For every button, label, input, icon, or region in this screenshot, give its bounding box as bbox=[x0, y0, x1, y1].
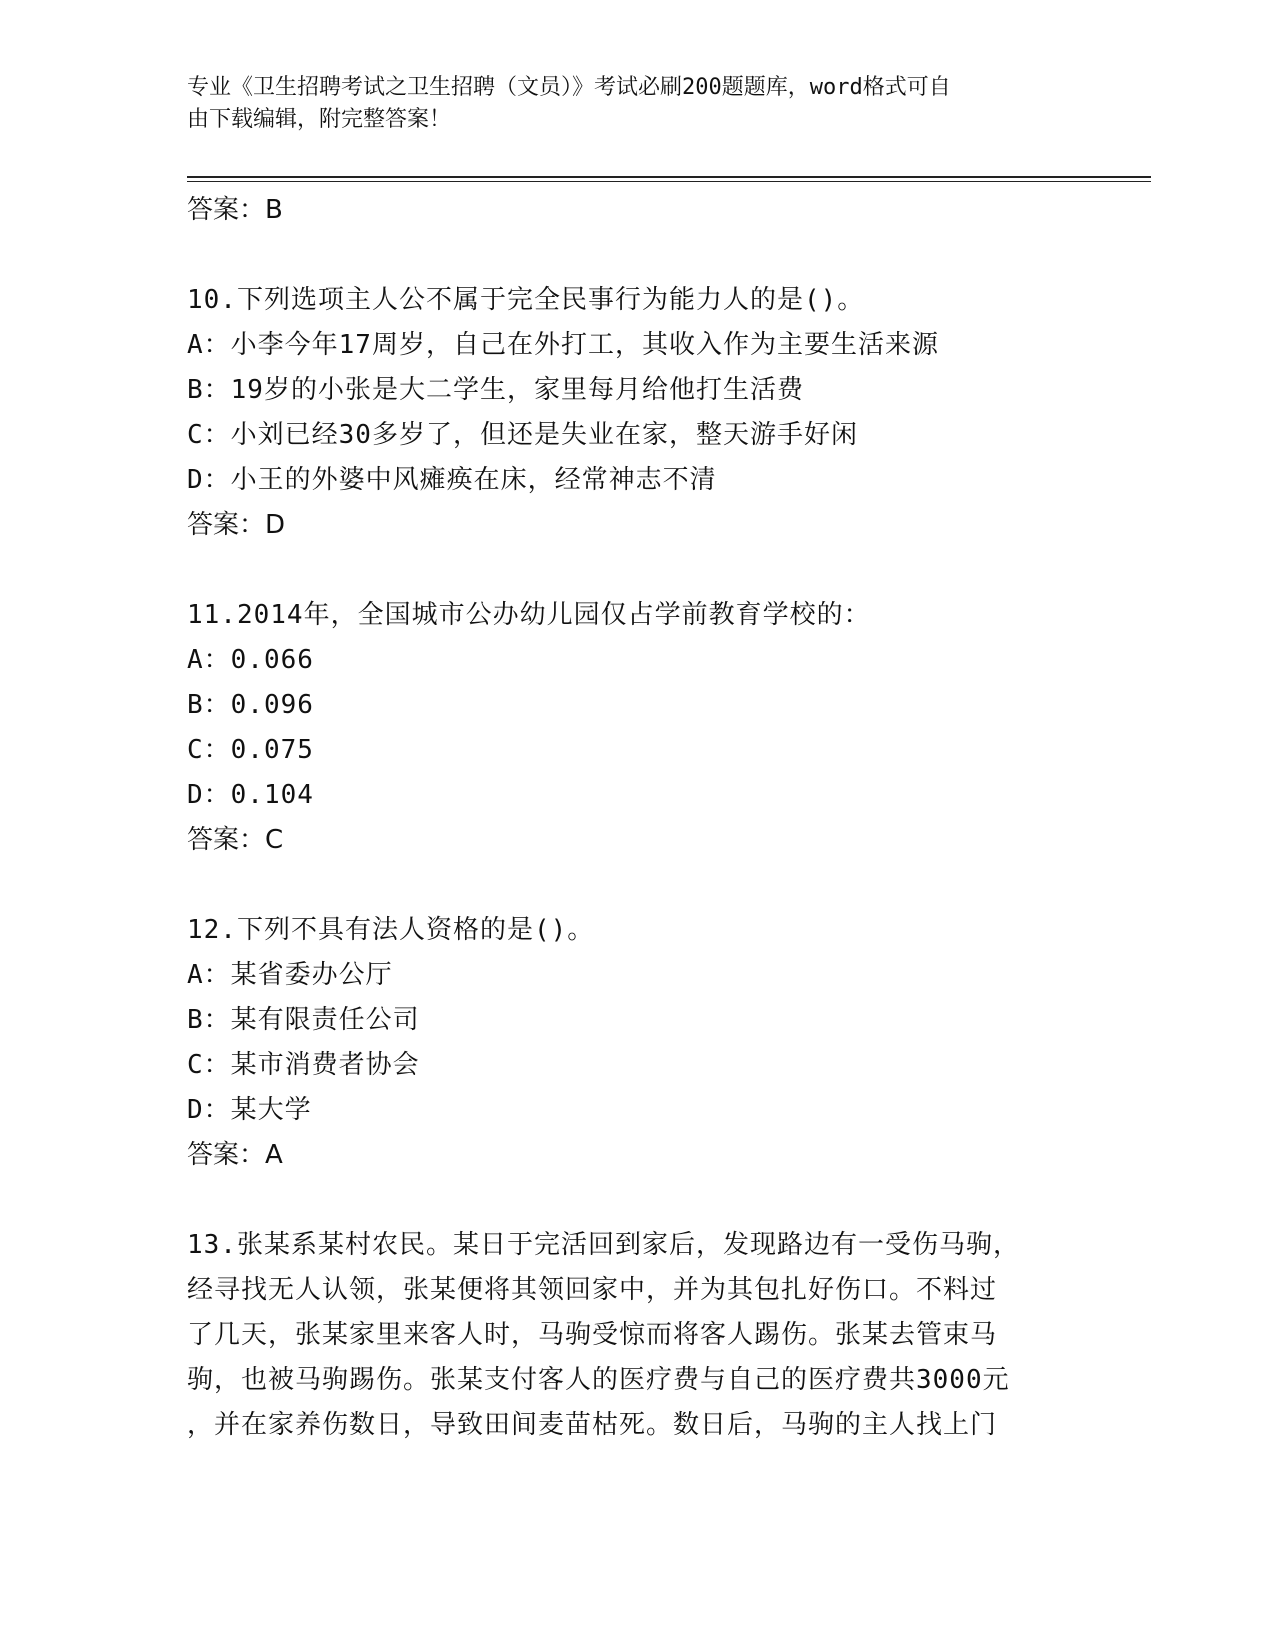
question-text: 11.2014年，全国城市公办幼儿园仅占学前教育学校的： bbox=[187, 600, 871, 630]
option-c: C：某市消费者协会 bbox=[187, 1050, 420, 1080]
option-c: C：小刘已经30多岁了，但还是失业在家，整天游手好闲 bbox=[187, 420, 858, 450]
page-header bbox=[187, 72, 1067, 136]
header-divider bbox=[187, 176, 1151, 178]
question-text: 12.下列不具有法人资格的是()。 bbox=[187, 915, 595, 945]
question-text-line: 经寻找无人认领，张某便将其领回家中，并为其包扎好伤口。不料过 bbox=[187, 1275, 998, 1305]
option-b: B：0.096 bbox=[187, 690, 314, 720]
question-text: 10.下列选项主人公不属于完全民事行为能力人的是()。 bbox=[187, 285, 865, 315]
question-text-line: ，并在家养伤数日，导致田间麦苗枯死。数日后，马驹的主人找上门 bbox=[187, 1410, 998, 1440]
question-block bbox=[187, 593, 1067, 863]
answer-line: 答案：A bbox=[187, 1140, 283, 1170]
option-d: D：0.104 bbox=[187, 780, 314, 810]
option-d: D：某大学 bbox=[187, 1095, 312, 1125]
option-d: D：小王的外婆中风瘫痪在床，经常神志不清 bbox=[187, 465, 717, 495]
option-b: B：19岁的小张是大二学生，家里每月给他打生活费 bbox=[187, 375, 804, 405]
option-b: B：某有限责任公司 bbox=[187, 1005, 420, 1035]
answer-line: 答案：B bbox=[187, 195, 283, 225]
header-line-1: 专业《卫生招聘考试之卫生招聘（文员）》考试必刷200题题库，word格式可自 bbox=[187, 75, 951, 100]
question-text-line: 了几天，张某家里来客人时，马驹受惊而将客人踢伤。张某去管束马 bbox=[187, 1320, 998, 1350]
header-divider-thin bbox=[187, 181, 1151, 182]
question-text-line: 驹，也被马驹踢伤。张某支付客人的医疗费与自己的医疗费共3000元 bbox=[187, 1365, 1010, 1395]
question-list bbox=[187, 188, 1067, 1448]
option-c: C：0.075 bbox=[187, 735, 314, 765]
question-block bbox=[187, 278, 1067, 548]
option-a: A：小李今年17周岁，自己在外打工，其收入作为主要生活来源 bbox=[187, 330, 939, 360]
question-text-line: 13.张某系某村农民。某日于完活回到家后，发现路边有一受伤马驹， bbox=[187, 1230, 1020, 1260]
question-block-13 bbox=[187, 1223, 1067, 1448]
header-line-2: 由下载编辑，附完整答案！ bbox=[187, 107, 452, 132]
answer-line: 答案：C bbox=[187, 825, 284, 855]
option-a: A：某省委办公厅 bbox=[187, 960, 393, 990]
answer-line: 答案：D bbox=[187, 510, 286, 540]
option-a: A：0.066 bbox=[187, 645, 314, 675]
question-block bbox=[187, 908, 1067, 1178]
